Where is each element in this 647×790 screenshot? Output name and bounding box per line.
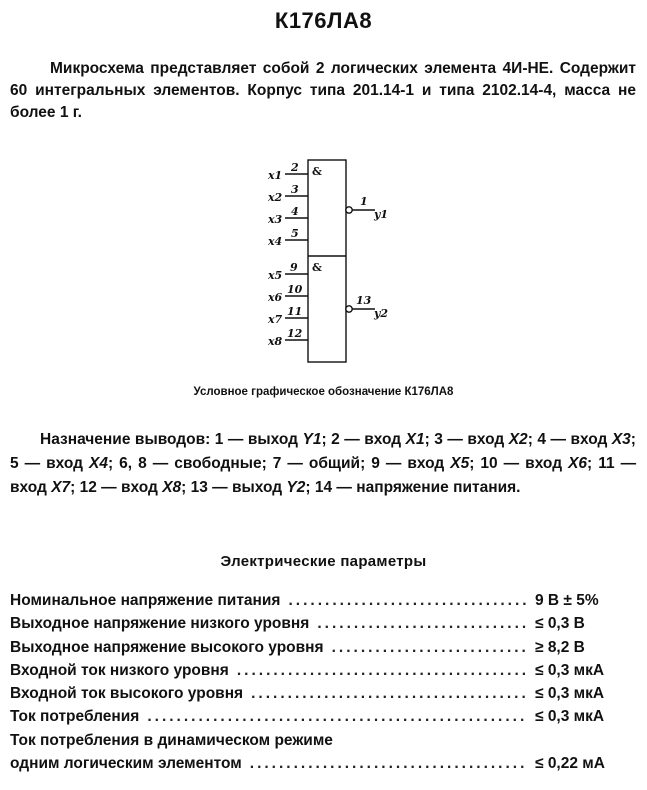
output-name-y2: y2 [374, 307, 389, 320]
param-label: Выходное напряжение низкого уровня [10, 615, 310, 633]
pin-item: 11 — вход X7; [10, 455, 637, 496]
pin-item-number: 11 [598, 455, 615, 472]
pin-item-number: 9 [371, 455, 380, 472]
pin-number-5: 5 [291, 227, 299, 240]
intro-paragraph [10, 58, 636, 124]
pin-item-function: вход [46, 455, 84, 472]
pin-item: 14 — напряжение питания. [314, 479, 521, 496]
pin-number-3: 3 [291, 183, 299, 196]
diagram-caption: Условное графическое обозначение К176ЛА8 [193, 386, 454, 398]
input-name-x2: x2 [268, 191, 283, 204]
inversion-circle-y1 [346, 207, 352, 213]
pin-number-1: 1 [360, 195, 368, 208]
pin-item-signal: X6 [568, 455, 588, 472]
param-label: Входной ток низкого уровня [10, 661, 229, 679]
pin-item-number: 13 [190, 479, 208, 496]
pin-item-number: 3 [434, 431, 443, 448]
section-title: Электрические параметры [220, 553, 427, 570]
intro-text: Микросхема представляет собой 2 логических элемента 4И-НЕ. Содержит 60 интегральных элементов. Корпус типа 201.14-1 и типа 2102.14-4, масса не более 1 г. [10, 60, 636, 121]
param-value: ≤ 0,3 В [535, 615, 585, 633]
param-label: одним логическим элементом [10, 755, 242, 773]
param-value: ≤ 0,3 мкА [535, 685, 605, 703]
pin-item-number: 14 [314, 479, 333, 496]
pin-item-signal: X4 [89, 455, 108, 472]
pin-item-function: вход [525, 455, 563, 472]
param-label: Выходное напряжение высокого уровня [10, 638, 324, 656]
pin-item: 2 — вход X1; [331, 431, 435, 448]
input-name-x1: x1 [268, 169, 283, 182]
pin-item: 10 — вход X6; [480, 455, 599, 472]
pin-item-signal: X1 [405, 431, 425, 448]
param-value: ≤ 0,22 мА [535, 755, 605, 773]
logic-diagram [240, 150, 430, 375]
pin-item-number: 10 [480, 455, 498, 472]
pin-item-signal: Y2 [286, 479, 306, 496]
pin-number-9: 9 [290, 261, 298, 274]
pin-item-function: свободные [174, 455, 262, 472]
pin-item-signal: X3 [611, 431, 631, 448]
pin-number-12: 12 [287, 327, 303, 340]
param-value: 9 В ± 5% [535, 592, 599, 609]
param-label: Входной ток высокого уровня [10, 685, 244, 703]
pin-number-11: 11 [287, 305, 303, 318]
param-row [10, 662, 630, 685]
pin-item: 4 — вход X3; [537, 431, 636, 448]
param-value: ≥ 8,2 В [535, 638, 585, 656]
output-name-y1: y1 [374, 208, 389, 221]
pin-item-signal: X5 [450, 455, 470, 472]
param-row [10, 685, 630, 708]
pin-item: 1 — выход Y1; [214, 431, 332, 448]
param-row [10, 708, 630, 731]
param-value: ≤ 0,3 мкА [535, 708, 605, 726]
pin-item-number: 12 [79, 479, 97, 496]
pin-item-function: выход [232, 479, 283, 496]
inversion-circle-y2 [346, 306, 352, 312]
pin-heading: Назначение выводов: [40, 431, 211, 448]
input-name-x4: x4 [268, 235, 283, 248]
pin-item-signal: X8 [162, 479, 182, 496]
param-row [10, 639, 630, 662]
pin-item-number: 7 [272, 455, 282, 472]
pin-item: 7 — общий; [272, 455, 372, 472]
pin-item-function: вход [364, 431, 402, 448]
pin-item-function: вход [570, 431, 608, 448]
pin-item-function: вход [407, 455, 445, 472]
pin-item: 3 — вход X2; [434, 431, 538, 448]
pin-item-function: общий [308, 455, 361, 472]
pin-item-number: 1 [214, 431, 224, 448]
param-label: Ток потребления [10, 708, 140, 726]
pin-item-signal: X7 [51, 479, 71, 496]
pin-assignment-paragraph [10, 428, 636, 500]
pin-item-number: 6, 8 [119, 455, 147, 472]
pin-item-function: вход [121, 479, 158, 496]
gate1-symbol: & [312, 165, 322, 178]
pin-item-function: напряжение питания [356, 479, 517, 496]
input-name-x5: x5 [268, 269, 283, 282]
pin-item: 9 — вход X5; [371, 455, 481, 472]
pin-item: 6, 8 — свободные; [119, 455, 273, 472]
param-label: Ток потребления в динамическом режиме [10, 731, 333, 749]
param-row [10, 592, 630, 615]
pin-item-function: выход [247, 431, 298, 448]
input-name-x8: x8 [268, 335, 283, 348]
pin-item-function: вход [10, 479, 47, 496]
param-label: Номинальное напряжение питания [10, 592, 281, 609]
pin-item-signal: Y1 [302, 431, 322, 448]
pin-item-number: 4 [537, 431, 546, 448]
pin-number-2: 2 [291, 161, 299, 174]
input-name-x6: x6 [268, 291, 283, 304]
param-row [10, 615, 630, 638]
params-list [10, 592, 630, 778]
pin-item: 13 — выход Y2; [190, 479, 315, 496]
page-title: К176ЛА8 [274, 8, 373, 33]
param-value: ≤ 0,3 мкА [535, 661, 605, 679]
param-row [10, 732, 630, 755]
pin-item-function: вход [467, 431, 505, 448]
input-name-x7: x7 [268, 313, 283, 326]
pin-number-13: 13 [356, 294, 372, 307]
gate2-symbol: & [312, 261, 322, 274]
pin-item-signal: X2 [508, 431, 528, 448]
param-row [10, 755, 630, 778]
pin-item-number: 2 [331, 431, 340, 448]
input-name-x3: x3 [268, 213, 283, 226]
pin-item-number: 5 [10, 455, 19, 472]
pin-item: 5 — вход X4; [10, 455, 120, 472]
pin-item: 12 — вход X8; [79, 479, 191, 496]
pin-number-4: 4 [291, 205, 299, 218]
pin-number-10: 10 [287, 283, 303, 296]
